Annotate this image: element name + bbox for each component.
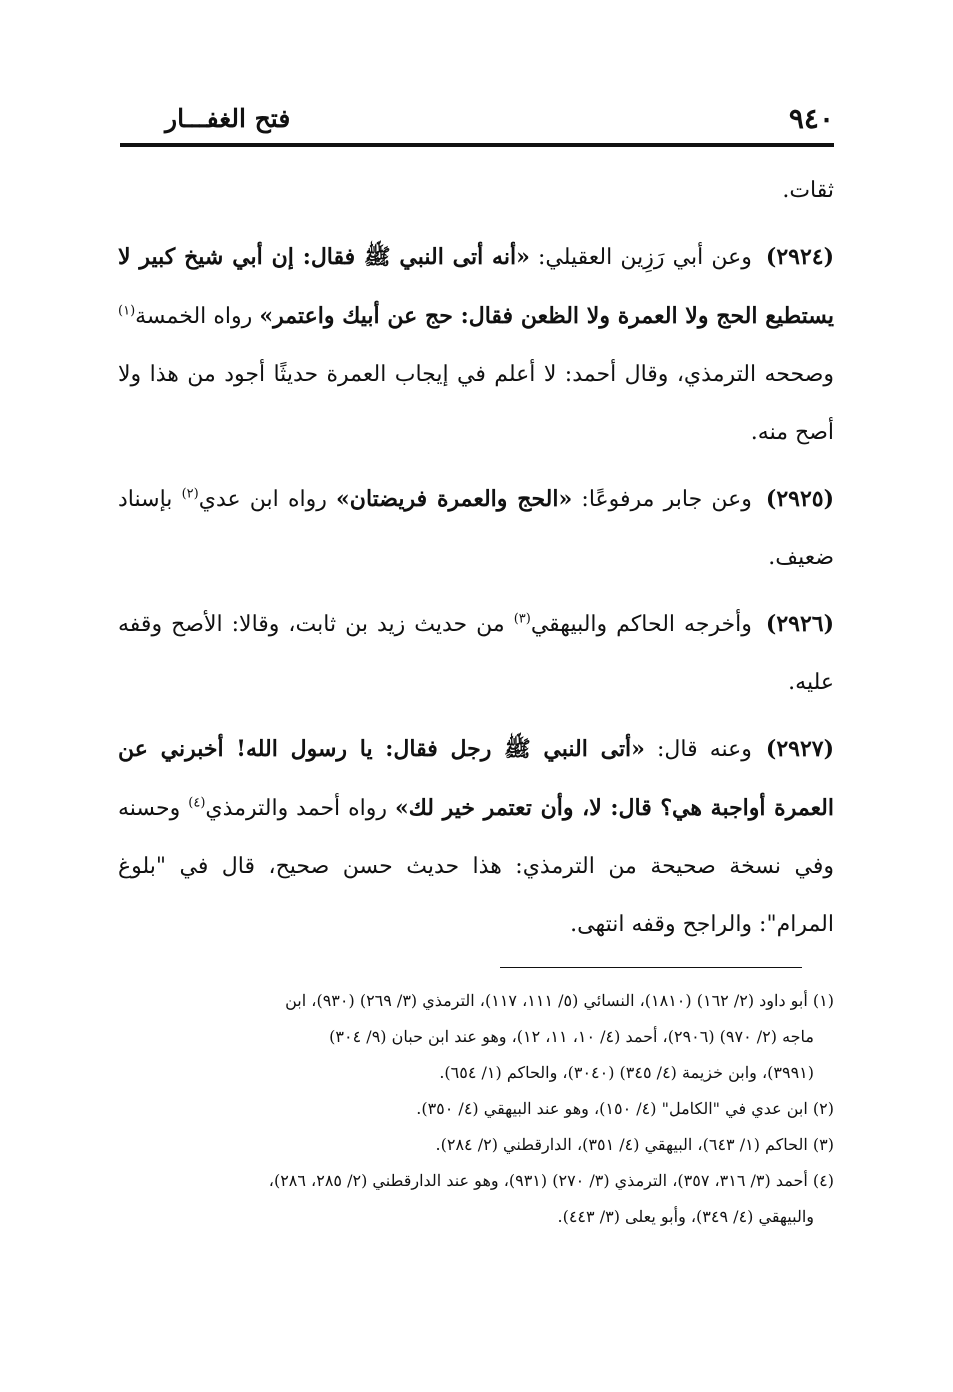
hadith-text: وعن جابر مرفوعًا:: [572, 487, 752, 512]
hadith-number: (٢٩٢٥): [765, 486, 834, 512]
hadith-text: رواه ابن عدي: [198, 487, 337, 512]
hadith-text: وأخرجه الحاكم والبيهقي: [530, 612, 752, 637]
intro-paragraph: [118, 162, 834, 220]
page-number: ٩٤٠: [788, 102, 834, 135]
hadith-text: وعنه قال:: [644, 737, 752, 762]
hadith-text: رواه أحمد والترمذي: [205, 796, 396, 821]
hadith-text: وحسنه وفي نسخة صحيحة من الترمذي: هذا حديث حسن صحيح، قال في "بلوغ المرام": والراجح وقفه انتهى.: [118, 796, 834, 937]
hadith-text: رواه الخمسة: [135, 304, 260, 329]
hadith-quote: «أنه أتى النبي ﷺ فقال: إن أبي شيخ كبير لا يستطيع الحج ولا العمرة ولا الظعن فقال: حج عن أبيك واعتمر»: [118, 244, 834, 329]
footnote-divider: [500, 967, 802, 968]
footnote-ref: (٣): [513, 611, 531, 627]
hadith-2926: [118, 595, 834, 712]
footnote-1-line: ماجه (٢/ ٩٧٠) (٢٩٠٦)، أحمد (٤/ ١٠، ١١، ١٢)، وهو عند ابن حبان (٩/ ٣٠٤): [329, 1027, 814, 1046]
footnote-2: (٢) ابن عدي في "الكامل" (٤/ ١٥٠)، وهو عند البيهقي (٤/ ٣٥٠).: [416, 1099, 834, 1118]
hadith-2924: [118, 228, 834, 462]
footnote-ref: (٢): [181, 486, 199, 502]
hadith-quote: «الحج والعمرة فريضتان»: [336, 486, 573, 512]
hadith-text: من حديث زيد بن ثابت، وقالا: الأصح وقفه عليه.: [118, 612, 834, 695]
header-divider: [120, 143, 834, 147]
hadith-text: بإسناد ضعيف.: [118, 487, 834, 570]
intro-text: ثقات.: [782, 178, 834, 203]
hadith-2925: [118, 470, 834, 587]
page-header: [120, 100, 834, 144]
footnote-4-line: (٤) أحمد (٣/ ٣١٦، ٣٥٧)، الترمذي (٣/ ٢٧٠) (٩٣١)، وهو عند الدارقطني (٢/ ٢٨٥، ٢٨٦)،: [268, 1171, 834, 1190]
running-title: فتح الغفـــار: [165, 104, 291, 133]
hadith-quote: «أتى النبي ﷺ رجل فقال: يا رسول الله! أخبرني عن العمرة أواجبة هي؟ قال: لا، وأن تعتمر خير لك»: [118, 736, 834, 821]
footnote-3: (٣) الحاكم (١/ ٦٤٣)، البيهقي (٤/ ٣٥١)، الدارقطني (٢/ ٢٨٤).: [435, 1135, 834, 1154]
footnote-1-line: (٣٩٩١)، وابن خزيمة (٤/ ٣٤٥) (٣٠٤٠)، والحاكم (١/ ٦٥٤).: [439, 1063, 814, 1082]
hadith-number: (٢٩٢٦): [765, 611, 834, 637]
hadith-2927: [118, 720, 834, 954]
footnote-ref: (٤): [188, 795, 206, 811]
hadith-number: (٢٩٢٤): [765, 244, 835, 270]
footnote-1-line: (١) أبو داود (٢/ ١٦٢) (١٨١٠)، النسائي (٥/ ١١١، ١١٧)، الترمذي (٣/ ٢٦٩) (٩٣٠)، ابن: [285, 991, 834, 1010]
footnotes: [118, 983, 834, 1235]
footnote-ref: (١): [118, 303, 136, 319]
hadith-number: (٢٩٢٧): [765, 736, 834, 762]
hadith-text: وصححه الترمذي، وقال أحمد: لا أعلم في إيجاب العمرة حديثًا أجود من هذا ولا أصح منه.: [118, 362, 834, 445]
hadith-text: وعن أبي رَزِين العقيلي:: [529, 245, 752, 270]
footnote-4-line: والبيهقي (٤/ ٣٤٩)، وأبو يعلى (٣/ ٤٤٣).: [557, 1207, 814, 1226]
main-text: [118, 162, 834, 962]
